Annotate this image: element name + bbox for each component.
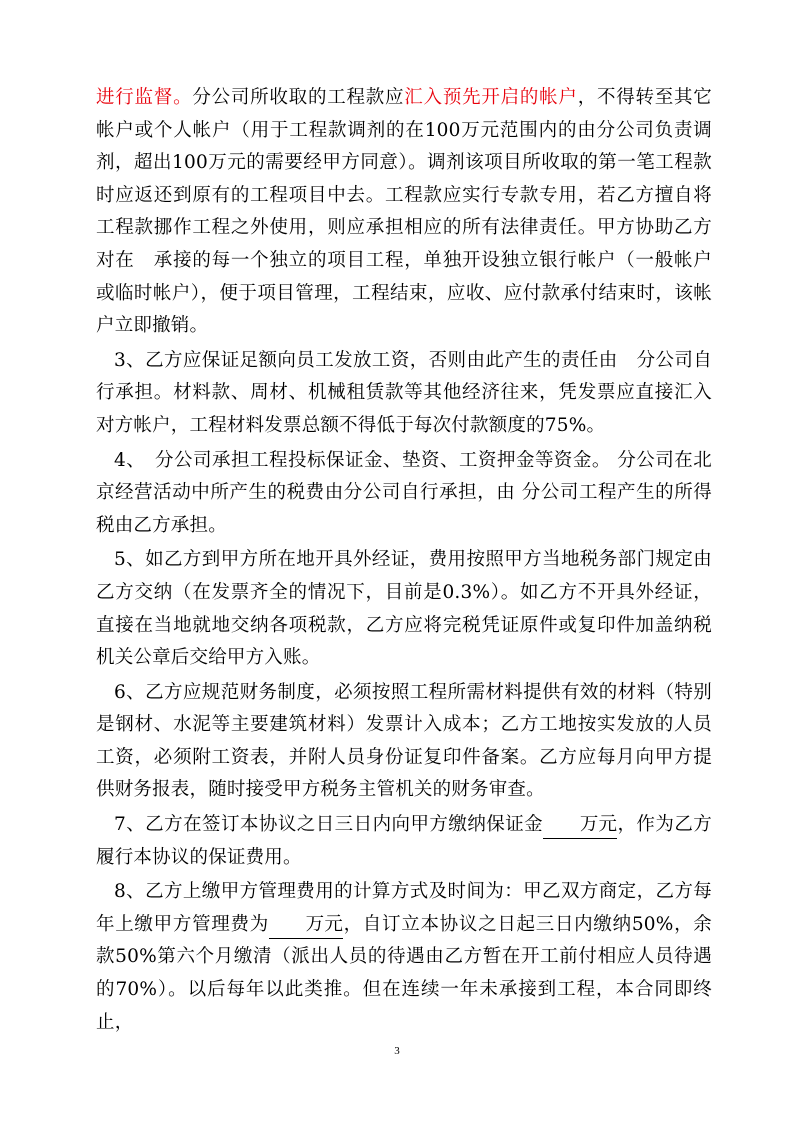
text-run: ，自订立本协议之日起三日内缴纳50%，余款50%第六个月缴清（派出人员的待遇由乙方暂在开工前付相应人员待遇的70%）。以后每年以此类推。但在连续一年未承接到工程，本合同即终止， xyxy=(96,913,712,1033)
deposit-amount-blank: 万元 xyxy=(543,812,617,839)
text-run: ，不得转至其它帐户或个人帐户（用于工程款调剂的在100万元范围内的由分公司负责调剂，超出100万元的需要经甲方同意）。调剂该项目所收取的第一笔工程款时应返还到原有的工程项目中去。工程款应实行专款专用，若乙方擅自将工程款挪作工程之外使用，则应承担相应的所有法律责任。甲方协助乙方对在 承接的每一个独立的项目工程，单独开设独立银行帐户（一般帐户或临时帐户），便于项目管理，工程结束，应收、应付款承付结束时，该帐户立即撤销。 xyxy=(96,87,712,337)
highlight-account: 汇入预先开启的帐户 xyxy=(404,87,578,108)
text-run: 8、乙方上缴甲方管理费用的计算方式及时间为：甲乙双方商定，乙方每年上缴甲方管理费为 xyxy=(96,881,712,935)
paragraph-continued xyxy=(96,82,712,343)
highlight-supervision: 进行监督。 xyxy=(96,87,193,108)
clause-7 xyxy=(96,809,712,874)
document-body xyxy=(96,82,712,1039)
clause-4: 4、 分公司承担工程投标保证金、垫资、工资押金等资金。 分公司在北京经营活动中所产生的税费由分公司自行承担，由 分公司工程产生的所得税由乙方承担。 xyxy=(96,449,712,536)
management-fee-blank: 万元 xyxy=(269,912,343,939)
clause-8 xyxy=(96,876,712,1039)
clause-3: 3、乙方应保证足额向员工发放工资，否则由此产生的责任由 分公司自行承担。材料款、周材、机械租赁款等其他经济往来，凭发票应直接汇入对方帐户，工程材料发票总额不得低于每次付款额度的75%。 xyxy=(96,349,712,436)
clause-6: 6、乙方应规范财务制度，必须按照工程所需材料提供有效的材料（特别是钢材、水泥等主要建筑材料）发票计入成本；乙方工地按实发放的人员工资，必须附工资表，并附人员身份证复印件备案。乙方应每月向甲方提供财务报表，随时接受甲方税务主管机关的财务审查。 xyxy=(96,681,712,801)
text-run: 7、乙方在签订本协议之日三日内向甲方缴纳保证金 xyxy=(114,814,544,836)
text-run: ，作为乙方履行本协议的保证费用。 xyxy=(96,814,712,868)
text-run: 分公司所收取的工程款应 xyxy=(192,87,405,108)
clause-5: 5、如乙方到甲方所在地开具外经证，费用按照甲方当地税务部门规定由乙方交纳（在发票齐全的情况下，目前是0.3%）。如乙方不开具外经证，直接在当地就地交纳各项税款，乙方应将完税凭证原件或复印件加盖纳税机关公章后交给甲方入账。 xyxy=(96,549,712,669)
page-number: 3 xyxy=(394,1045,400,1057)
